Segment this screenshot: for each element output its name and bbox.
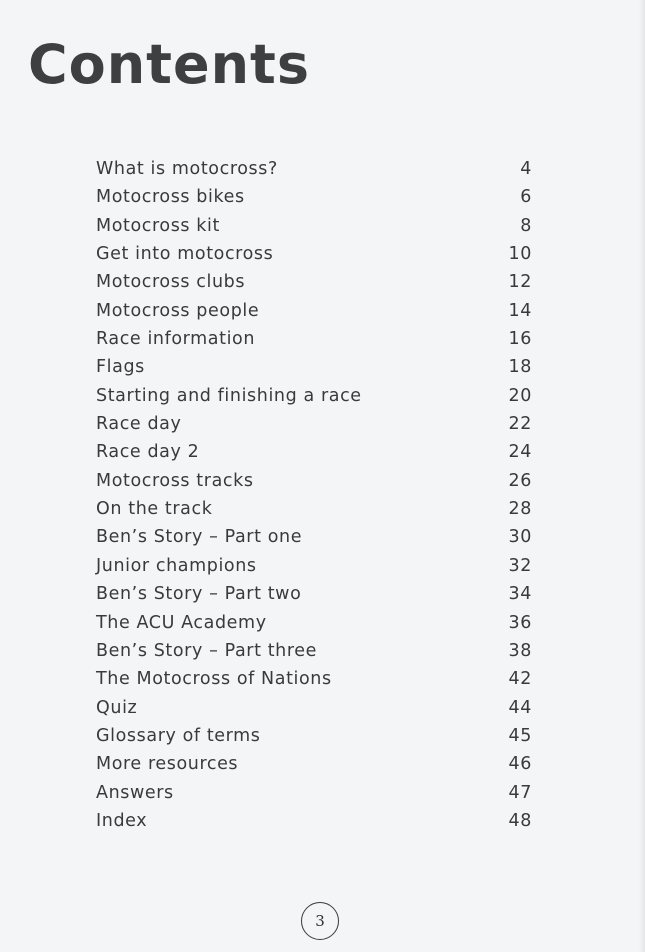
toc-entry: [96, 552, 532, 580]
toc-entry-title: The Motocross of Nations: [96, 669, 332, 690]
toc-entry: [96, 155, 532, 183]
toc-entry-title: Ben’s Story – Part three: [96, 640, 318, 661]
toc-entry: [96, 438, 532, 466]
toc-entry: [96, 297, 532, 325]
toc-entry-page: 36: [508, 612, 532, 633]
toc-entry: [96, 722, 532, 750]
toc-entry-page: 10: [508, 244, 532, 265]
page-number-badge: 3: [301, 902, 339, 940]
toc-entry-page: 48: [508, 810, 532, 831]
toc-entry: [96, 382, 532, 410]
toc-entry-page: 28: [508, 499, 532, 520]
toc-entry: [96, 495, 532, 523]
toc-entry-page: 30: [508, 527, 532, 548]
toc-entry-page: 16: [508, 329, 532, 350]
toc-entry: [96, 580, 532, 608]
toc-entry-page: 32: [508, 555, 532, 576]
toc-entry: [96, 750, 532, 778]
toc-entry-page: 46: [508, 754, 532, 775]
toc-entry-title: Ben’s Story – Part one: [96, 527, 303, 548]
toc-entry-title: Answers: [96, 782, 174, 803]
page-edge-shadow: [639, 0, 645, 952]
toc-entry: [96, 183, 532, 211]
toc-entry-page: 12: [508, 272, 532, 293]
toc-entry: [96, 240, 532, 268]
toc-entry-title: What is motocross?: [96, 159, 278, 179]
toc-entry-title: Glossary of terms: [96, 725, 261, 746]
toc-entry: [96, 268, 532, 296]
toc-entry-title: Race information: [96, 329, 256, 350]
toc-entry-page: 47: [508, 782, 532, 803]
toc-entry: [96, 212, 532, 240]
toc-entry: [96, 467, 532, 495]
toc-entry-page: 45: [508, 725, 532, 746]
toc-entry-page: 44: [508, 697, 532, 718]
toc-entry-page: 18: [508, 357, 532, 378]
toc-entry-title: Junior champions: [96, 555, 257, 576]
toc-entry-title: The ACU Academy: [96, 612, 267, 633]
toc-entry-title: Motocross people: [96, 300, 260, 321]
toc-entry-title: Race day: [96, 414, 182, 435]
toc-entry-page: 22: [508, 414, 532, 435]
toc-entry-title: Flags: [96, 357, 145, 378]
toc-entry-title: Motocross tracks: [96, 470, 254, 491]
toc-entry: [96, 807, 532, 835]
toc-entry: [96, 665, 532, 693]
table-of-contents: [96, 155, 532, 835]
toc-entry: [96, 609, 532, 637]
toc-entry: [96, 637, 532, 665]
toc-entry-page: 14: [508, 300, 532, 321]
toc-entry-page: 26: [508, 470, 532, 491]
toc-entry-title: Starting and finishing a race: [96, 385, 362, 406]
toc-entry: [96, 410, 532, 438]
toc-entry-title: Quiz: [96, 697, 138, 718]
toc-entry-title: Motocross clubs: [96, 272, 246, 293]
toc-entry-title: On the track: [96, 499, 213, 520]
toc-entry: [96, 353, 532, 381]
toc-entry: [96, 325, 532, 353]
toc-entry-page: 38: [508, 640, 532, 661]
toc-entry: [96, 523, 532, 551]
toc-entry-title: Race day 2: [96, 442, 200, 463]
toc-entry-title: Motocross kit: [96, 215, 220, 236]
page-title: Contents: [28, 33, 311, 96]
toc-entry-title: Motocross bikes: [96, 187, 245, 208]
toc-entry: [96, 694, 532, 722]
toc-entry-page: 34: [508, 584, 532, 605]
toc-entry-page: 24: [508, 442, 532, 463]
toc-entry-page: 42: [508, 669, 532, 690]
toc-entry-page: 6: [520, 187, 532, 208]
toc-entry-page: 20: [508, 385, 532, 406]
toc-entry-page: 8: [520, 215, 532, 236]
toc-entry-title: Index: [96, 810, 148, 831]
toc-entry: [96, 779, 532, 807]
toc-entry-title: More resources: [96, 754, 239, 775]
toc-entry-title: Ben’s Story – Part two: [96, 584, 302, 605]
toc-entry-page: 4: [520, 159, 532, 179]
toc-entry-title: Get into motocross: [96, 244, 274, 265]
